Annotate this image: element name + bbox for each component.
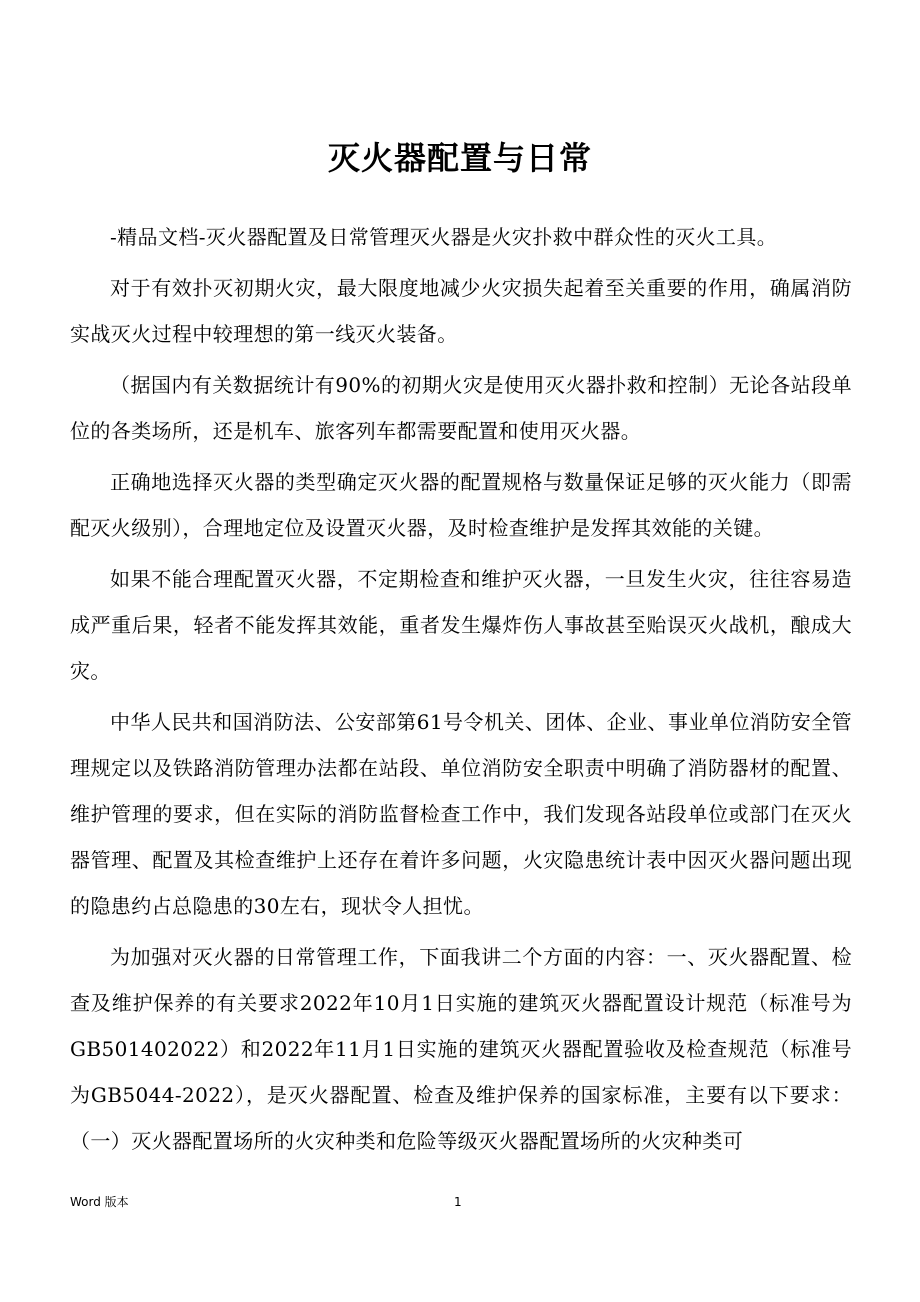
paragraph: 对于有效扑灭初期火灾，最大限度地减少火灾损失起着至关重要的作用，确属消防实战灭火过程中较理想的第一线灭火装备。 — [70, 276, 852, 346]
document-body — [70, 214, 852, 1169]
footer-page-number: 1 — [454, 1195, 462, 1209]
paragraph: 如果不能合理配置灭火器，不定期检查和维护灭火器，一旦发生火灾，往往容易造成严重后果，轻者不能发挥其效能，重者发生爆炸伤人事故甚至贻误灭火战机，酿成大灾。 — [70, 567, 852, 683]
paragraph: 为加强对灭火器的日常管理工作，下面我讲二个方面的内容：一、灭火器配置、检查及维护保养的有关要求2022年10月1日实施的建筑灭火器配置设计规范（标准号为GB501402022）和2022年11月1日实施的建筑灭火器配置验收及检查规范（标准号为GB5044-2022），是灭火器配置、检查及维护保养的国家标准，主要有以下要求：（一）灭火器配置场所的火灾种类和危险等级灭火器配置场所的火灾种类可 — [70, 945, 852, 1153]
document-title: 灭火器配置与日常 — [327, 139, 592, 177]
footer-version-label: Word 版本 — [70, 1195, 129, 1209]
paragraph: -精品文档-灭火器配置及日常管理灭火器是火灾扑救中群众性的灭火工具。 — [110, 225, 778, 249]
paragraph: （据国内有关数据统计有90%的初期火灾是使用灭火器扑救和控制）无论各站段单位的各类场所，还是机车、旅客列车都需要配置和使用灭火器。 — [70, 373, 852, 443]
paragraph: 正确地选择灭火器的类型确定灭火器的配置规格与数量保证足够的灭火能力（即需配灭火级别），合理地定位及设置灭火器，及时检查维护是发挥其效能的关键。 — [70, 470, 852, 540]
paragraph: 中华人民共和国消防法、公安部第61号令机关、团体、企业、事业单位消防安全管理规定以及铁路消防管理办法都在站段、单位消防安全职责中明确了消防器材的配置、维护管理的要求，但在实际的消防监督检查工作中，我们发现各站段单位或部门在灭火器管理、配置及其检查维护上还存在着许多问题，火灾隐患统计表中因灭火器问题出现的隐患约占总隐患的30左右，现状令人担忧。 — [70, 710, 852, 918]
